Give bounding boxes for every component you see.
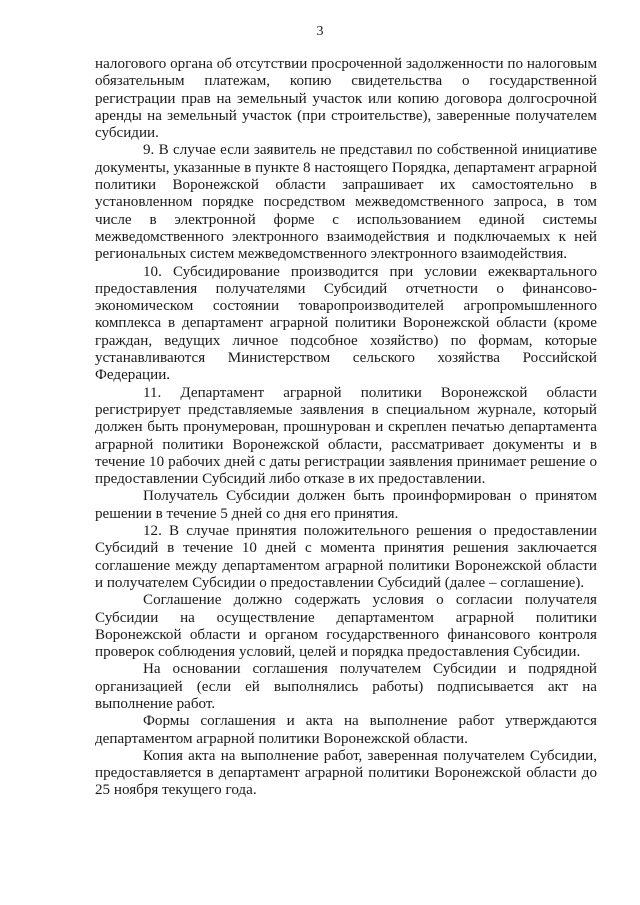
paragraph-act-copy-deadline: Копия акта на выполнение работ, заверенная получателем Субсидии, предоставляется в департамент аграрной политики Воронежской области до 25 ноября текущего года. [95, 747, 597, 799]
paragraph-forms-approval: Формы соглашения и акта на выполнение работ утверждаются департаментом аграрной политики Воронежской области. [95, 713, 597, 747]
document-body [95, 56, 597, 800]
paragraph-item-10: 10. Субсидирование производится при условии ежеквартального предоставления получателями Субсидий отчетности о финансово-экономическом состоянии товаропроизводителей агропромышленного комплекса в департамент аграрной политики Воронежской области (кроме граждан, ведущих личное подсобное хозяйство) по формам, которые устанавливаются Министерством сельского хозяйства Российской Федерации. [95, 263, 597, 384]
paragraph-agreement-terms: Соглашение должно содержать условия о согласии получателя Субсидии на осуществление департаментом аграрной политики Воронежской области и органом государственного финансового контроля проверок соблюдения условий, целей и порядка предоставления Субсидии. [95, 592, 597, 661]
paragraph-continuation: налогового органа об отсутствии просроченной задолженности по налоговым обязательным платежам, копию свидетельства о государственной регистрации прав на земельный участок или копию договора долгосрочной аренды на земельный участок (при строительстве), заверенные получателем субсидии. [95, 56, 597, 142]
paragraph-act-signing: На основании соглашения получателем Субсидии и подрядной организацией (если ей выполнялись работы) подписывается акт на выполнение работ. [95, 661, 597, 712]
paragraph-item-9: 9. В случае если заявитель не представил по собственной инициативе документы, указанные в пункте 8 настоящего Порядка, департамент аграрной политики Воронежской области запрашивает их самостоятельно в установленном порядке посредством межведомственного запроса, в том числе в электронной форме с использованием единой системы межведомственного электронного взаимодействия и подключаемых к ней региональных систем межведомственного электронного взаимодействия. [95, 142, 597, 263]
paragraph-notification: Получатель Субсидии должен быть проинформирован о принятом решении в течение 5 дней со дня его принятия. [95, 488, 597, 522]
paragraph-item-11: 11. Департамент аграрной политики Воронежской области регистрирует представляемые заявления в специальном журнале, который должен быть пронумерован, прошнурован и скреплен печатью департамента аграрной политики Воронежской области, рассматривает документы и в течение 10 рабочих дней с даты регистрации заявления принимает решение о предоставлении Субсидий либо отказе в их предоставлении. [95, 384, 597, 488]
page-number: 3 [316, 24, 324, 39]
paragraph-item-12: 12. В случае принятия положительного решения о предоставлении Субсидий в течение 10 дней с момента принятия решения заключается соглашение между департаментом аграрной политики Воронежской области и получателем Субсидии о предоставлении Субсидий (далее – соглашение). [95, 523, 597, 591]
